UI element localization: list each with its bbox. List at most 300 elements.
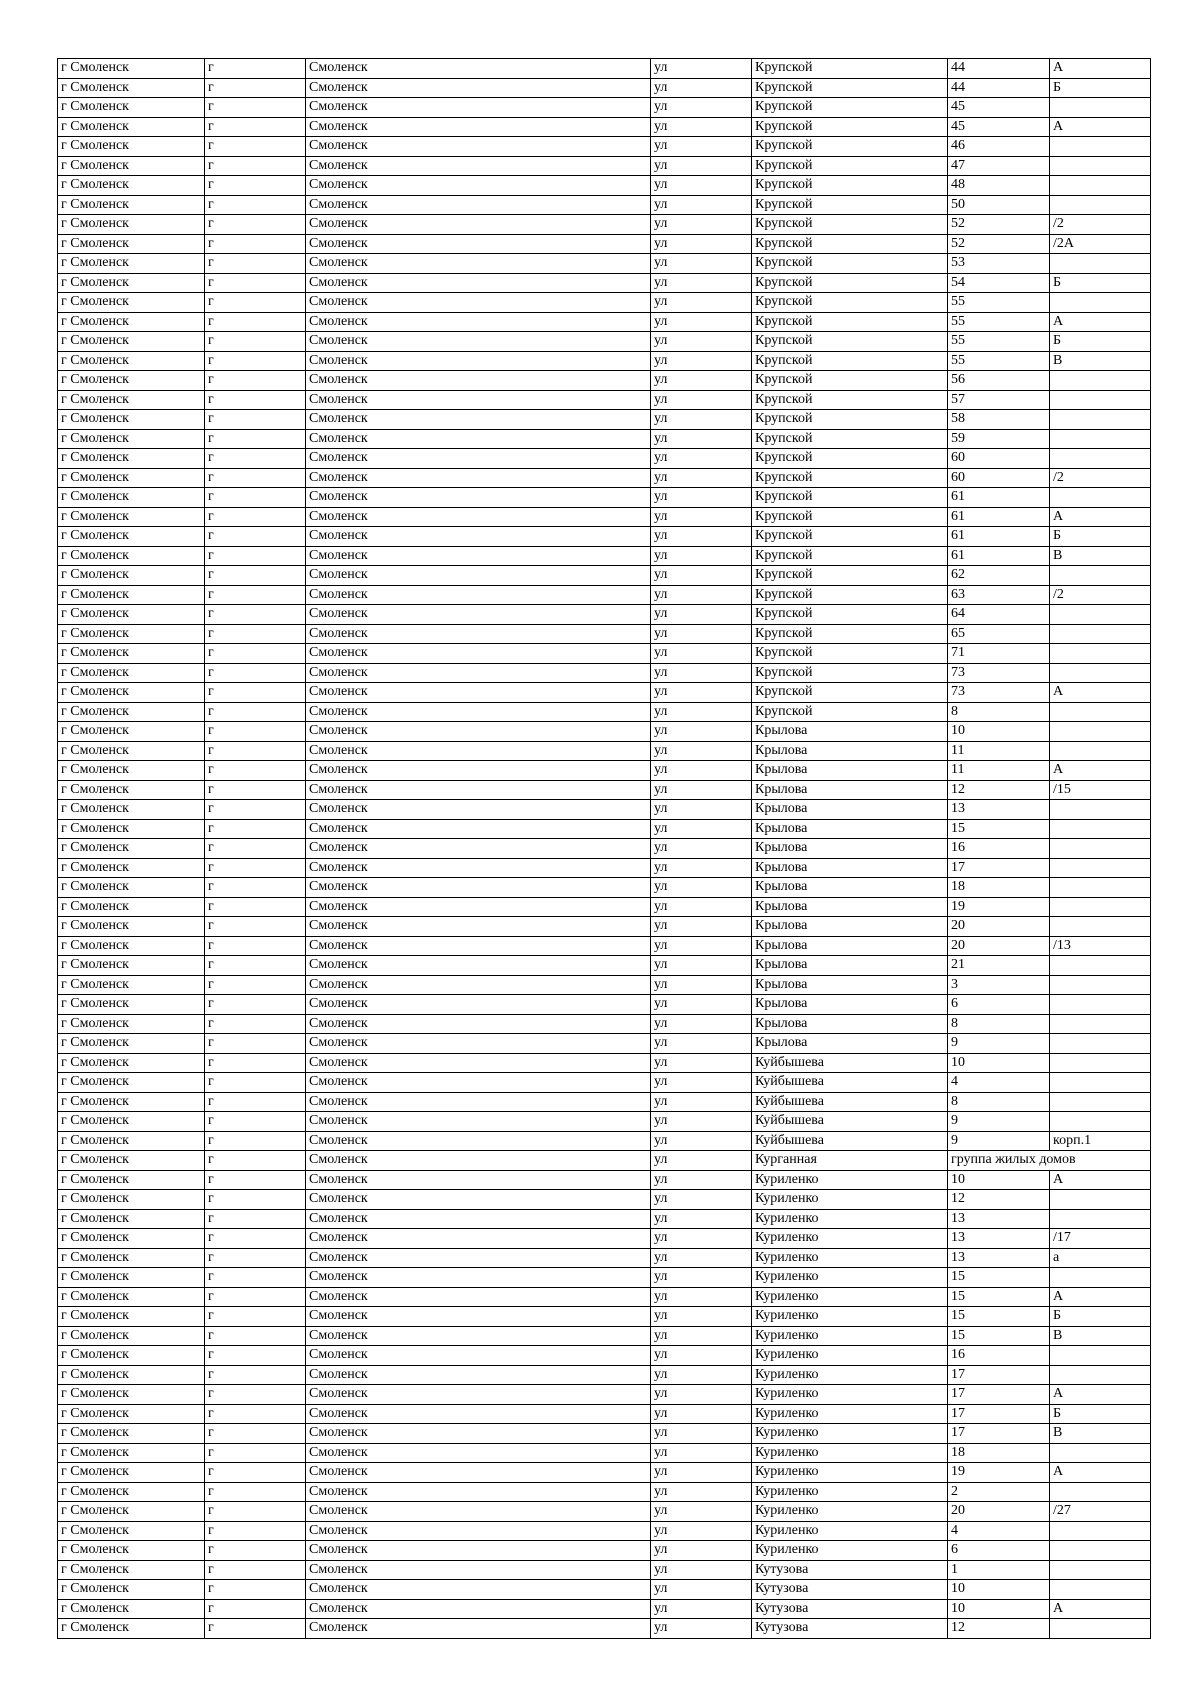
house-number-cell: 52	[948, 234, 1050, 254]
house-number-cell: 15	[948, 1287, 1050, 1307]
street-type-cell: ул	[651, 917, 752, 937]
city-full-cell: г Смоленск	[58, 663, 205, 683]
city-name-cell: Смоленск	[306, 527, 651, 547]
city-name-cell: Смоленск	[306, 390, 651, 410]
settlement-type-cell: г	[205, 1131, 306, 1151]
settlement-type-cell: г	[205, 956, 306, 976]
table-row	[58, 1131, 1151, 1151]
house-number-cell: 12	[948, 1619, 1050, 1639]
city-full-cell: г Смоленск	[58, 956, 205, 976]
city-name-cell: Смоленск	[306, 488, 651, 508]
house-number-cell: 12	[948, 1190, 1050, 1210]
street-type-cell: ул	[651, 98, 752, 118]
house-suffix-cell: /2	[1050, 215, 1151, 235]
city-full-cell: г Смоленск	[58, 878, 205, 898]
house-number-cell: 47	[948, 156, 1050, 176]
city-full-cell: г Смоленск	[58, 1521, 205, 1541]
settlement-type-cell: г	[205, 1346, 306, 1366]
street-type-cell: ул	[651, 839, 752, 859]
street-name-cell: Крупской	[752, 507, 948, 527]
house-suffix-cell	[1050, 1346, 1151, 1366]
house-suffix-cell	[1050, 663, 1151, 683]
street-name-cell: Крылова	[752, 897, 948, 917]
table-row	[58, 936, 1151, 956]
city-full-cell: г Смоленск	[58, 234, 205, 254]
street-name-cell: Куриленко	[752, 1307, 948, 1327]
house-number-cell: 17	[948, 1365, 1050, 1385]
table-row	[58, 819, 1151, 839]
house-suffix-cell: /17	[1050, 1229, 1151, 1249]
table-row	[58, 1541, 1151, 1561]
settlement-type-cell: г	[205, 98, 306, 118]
settlement-type-cell: г	[205, 1404, 306, 1424]
table-row	[58, 1560, 1151, 1580]
street-type-cell: ул	[651, 1463, 752, 1483]
street-type-cell: ул	[651, 273, 752, 293]
house-number-cell: 9	[948, 1131, 1050, 1151]
city-full-cell: г Смоленск	[58, 98, 205, 118]
settlement-type-cell: г	[205, 1463, 306, 1483]
house-number-cell: 46	[948, 137, 1050, 157]
settlement-type-cell: г	[205, 59, 306, 79]
house-number-cell: 55	[948, 332, 1050, 352]
street-name-cell: Куриленко	[752, 1268, 948, 1288]
street-name-cell: Крупской	[752, 546, 948, 566]
house-suffix-cell	[1050, 878, 1151, 898]
house-suffix-cell	[1050, 488, 1151, 508]
settlement-type-cell: г	[205, 449, 306, 469]
street-type-cell: ул	[651, 1112, 752, 1132]
table-row	[58, 1463, 1151, 1483]
house-number-cell: 8	[948, 1014, 1050, 1034]
table-row	[58, 585, 1151, 605]
house-number-cell: 15	[948, 1268, 1050, 1288]
street-name-cell: Крылова	[752, 819, 948, 839]
city-name-cell: Смоленск	[306, 800, 651, 820]
house-number-cell: 12	[948, 780, 1050, 800]
table-row	[58, 1502, 1151, 1522]
street-type-cell: ул	[651, 488, 752, 508]
house-number-cell: 8	[948, 1092, 1050, 1112]
street-type-cell: ул	[651, 546, 752, 566]
street-type-cell: ул	[651, 1034, 752, 1054]
city-name-cell: Смоленск	[306, 1502, 651, 1522]
table-row	[58, 702, 1151, 722]
city-name-cell: Смоленск	[306, 1307, 651, 1327]
table-row	[58, 683, 1151, 703]
city-name-cell: Смоленск	[306, 722, 651, 742]
settlement-type-cell: г	[205, 1424, 306, 1444]
settlement-type-cell: г	[205, 1209, 306, 1229]
house-suffix-cell	[1050, 995, 1151, 1015]
table-row	[58, 1307, 1151, 1327]
table-row	[58, 527, 1151, 547]
city-name-cell: Смоленск	[306, 293, 651, 313]
city-full-cell: г Смоленск	[58, 1365, 205, 1385]
city-full-cell: г Смоленск	[58, 1053, 205, 1073]
table-row	[58, 1365, 1151, 1385]
house-number-cell: 55	[948, 293, 1050, 313]
table-row	[58, 1209, 1151, 1229]
house-number-cell: группа жилых домов	[948, 1151, 1050, 1171]
settlement-type-cell: г	[205, 410, 306, 430]
street-name-cell: Кутузова	[752, 1599, 948, 1619]
address-table-body	[58, 59, 1151, 1639]
house-suffix-cell: /2	[1050, 468, 1151, 488]
street-name-cell: Куриленко	[752, 1463, 948, 1483]
house-suffix-cell: В	[1050, 351, 1151, 371]
street-type-cell: ул	[651, 449, 752, 469]
street-type-cell: ул	[651, 1599, 752, 1619]
city-full-cell: г Смоленск	[58, 1151, 205, 1171]
house-number-cell: 16	[948, 1346, 1050, 1366]
city-name-cell: Смоленск	[306, 1463, 651, 1483]
table-row	[58, 605, 1151, 625]
table-row	[58, 78, 1151, 98]
table-row	[58, 917, 1151, 937]
house-number-cell: 13	[948, 800, 1050, 820]
street-name-cell: Крылова	[752, 741, 948, 761]
street-type-cell: ул	[651, 351, 752, 371]
settlement-type-cell: г	[205, 137, 306, 157]
city-name-cell: Смоленск	[306, 1190, 651, 1210]
house-suffix-cell	[1050, 156, 1151, 176]
house-number-cell: 21	[948, 956, 1050, 976]
street-name-cell: Куйбышева	[752, 1073, 948, 1093]
street-name-cell: Крылова	[752, 1034, 948, 1054]
house-suffix-cell: А	[1050, 312, 1151, 332]
house-suffix-cell	[1050, 1034, 1151, 1054]
settlement-type-cell: г	[205, 1248, 306, 1268]
street-type-cell: ул	[651, 1248, 752, 1268]
street-name-cell: Крупской	[752, 332, 948, 352]
settlement-type-cell: г	[205, 722, 306, 742]
table-row	[58, 371, 1151, 391]
city-name-cell: Смоленск	[306, 1170, 651, 1190]
city-full-cell: г Смоленск	[58, 839, 205, 859]
table-row	[58, 722, 1151, 742]
city-full-cell: г Смоленск	[58, 1248, 205, 1268]
street-type-cell: ул	[651, 429, 752, 449]
house-number-cell: 6	[948, 1541, 1050, 1561]
table-row	[58, 156, 1151, 176]
table-row	[58, 429, 1151, 449]
street-type-cell: ул	[651, 585, 752, 605]
house-suffix-cell	[1050, 1190, 1151, 1210]
house-suffix-cell	[1050, 410, 1151, 430]
city-name-cell: Смоленск	[306, 956, 651, 976]
street-type-cell: ул	[651, 234, 752, 254]
house-suffix-cell: А	[1050, 1599, 1151, 1619]
table-row	[58, 1443, 1151, 1463]
street-name-cell: Куриленко	[752, 1541, 948, 1561]
street-name-cell: Крупской	[752, 624, 948, 644]
house-number-cell: 11	[948, 761, 1050, 781]
city-name-cell: Смоленск	[306, 663, 651, 683]
settlement-type-cell: г	[205, 195, 306, 215]
city-full-cell: г Смоленск	[58, 1112, 205, 1132]
settlement-type-cell: г	[205, 527, 306, 547]
city-name-cell: Смоленск	[306, 429, 651, 449]
table-row	[58, 332, 1151, 352]
table-row	[58, 1190, 1151, 1210]
city-name-cell: Смоленск	[306, 1014, 651, 1034]
settlement-type-cell: г	[205, 605, 306, 625]
settlement-type-cell: г	[205, 78, 306, 98]
city-full-cell: г Смоленск	[58, 761, 205, 781]
street-type-cell: ул	[651, 1326, 752, 1346]
city-full-cell: г Смоленск	[58, 176, 205, 196]
settlement-type-cell: г	[205, 839, 306, 859]
city-full-cell: г Смоленск	[58, 410, 205, 430]
settlement-type-cell: г	[205, 273, 306, 293]
street-name-cell: Крупской	[752, 254, 948, 274]
city-full-cell: г Смоленск	[58, 195, 205, 215]
street-type-cell: ул	[651, 527, 752, 547]
city-full-cell: г Смоленск	[58, 351, 205, 371]
table-row	[58, 839, 1151, 859]
house-suffix-cell	[1050, 1541, 1151, 1561]
table-row	[58, 59, 1151, 79]
street-name-cell: Куриленко	[752, 1346, 948, 1366]
settlement-type-cell: г	[205, 1229, 306, 1249]
city-name-cell: Смоленск	[306, 176, 651, 196]
street-name-cell: Крупской	[752, 78, 948, 98]
city-full-cell: г Смоленск	[58, 527, 205, 547]
city-name-cell: Смоленск	[306, 156, 651, 176]
street-type-cell: ул	[651, 1424, 752, 1444]
street-name-cell: Куриленко	[752, 1248, 948, 1268]
settlement-type-cell: г	[205, 683, 306, 703]
city-name-cell: Смоленск	[306, 995, 651, 1015]
city-name-cell: Смоленск	[306, 936, 651, 956]
street-name-cell: Крупской	[752, 117, 948, 137]
house-number-cell: 44	[948, 59, 1050, 79]
house-number-cell: 71	[948, 644, 1050, 664]
city-name-cell: Смоленск	[306, 117, 651, 137]
house-suffix-cell	[1050, 702, 1151, 722]
house-suffix-cell: Б	[1050, 332, 1151, 352]
city-full-cell: г Смоленск	[58, 1560, 205, 1580]
street-type-cell: ул	[651, 878, 752, 898]
settlement-type-cell: г	[205, 917, 306, 937]
street-type-cell: ул	[651, 59, 752, 79]
city-full-cell: г Смоленск	[58, 78, 205, 98]
house-suffix-cell	[1050, 1268, 1151, 1288]
street-name-cell: Кутузова	[752, 1619, 948, 1639]
house-suffix-cell	[1050, 254, 1151, 274]
city-name-cell: Смоленск	[306, 605, 651, 625]
city-name-cell: Смоленск	[306, 761, 651, 781]
settlement-type-cell: г	[205, 936, 306, 956]
street-name-cell: Крупской	[752, 605, 948, 625]
table-row	[58, 1053, 1151, 1073]
city-full-cell: г Смоленск	[58, 1443, 205, 1463]
settlement-type-cell: г	[205, 1326, 306, 1346]
street-type-cell: ул	[651, 1365, 752, 1385]
settlement-type-cell: г	[205, 1287, 306, 1307]
house-number-cell: 48	[948, 176, 1050, 196]
street-name-cell: Куриленко	[752, 1365, 948, 1385]
table-row	[58, 195, 1151, 215]
house-number-cell: 10	[948, 1580, 1050, 1600]
house-suffix-cell: Б	[1050, 1404, 1151, 1424]
table-row	[58, 546, 1151, 566]
city-full-cell: г Смоленск	[58, 995, 205, 1015]
house-suffix-cell	[1050, 98, 1151, 118]
house-suffix-cell	[1050, 1560, 1151, 1580]
settlement-type-cell: г	[205, 429, 306, 449]
street-name-cell: Куриленко	[752, 1170, 948, 1190]
house-number-cell: 2	[948, 1482, 1050, 1502]
city-full-cell: г Смоленск	[58, 371, 205, 391]
table-row	[58, 273, 1151, 293]
city-name-cell: Смоленск	[306, 1385, 651, 1405]
house-suffix-cell: а	[1050, 1248, 1151, 1268]
table-row	[58, 215, 1151, 235]
table-row	[58, 1170, 1151, 1190]
city-name-cell: Смоленск	[306, 215, 651, 235]
settlement-type-cell: г	[205, 176, 306, 196]
house-suffix-cell	[1050, 390, 1151, 410]
city-name-cell: Смоленск	[306, 780, 651, 800]
house-number-cell: 19	[948, 897, 1050, 917]
street-type-cell: ул	[651, 312, 752, 332]
street-type-cell: ул	[651, 1619, 752, 1639]
city-full-cell: г Смоленск	[58, 1463, 205, 1483]
table-row	[58, 1268, 1151, 1288]
city-name-cell: Смоленск	[306, 702, 651, 722]
city-full-cell: г Смоленск	[58, 507, 205, 527]
house-suffix-cell	[1050, 566, 1151, 586]
settlement-type-cell: г	[205, 819, 306, 839]
house-number-cell: 65	[948, 624, 1050, 644]
street-type-cell: ул	[651, 800, 752, 820]
city-name-cell: Смоленск	[306, 1073, 651, 1093]
house-number-cell: 61	[948, 546, 1050, 566]
house-suffix-cell: Б	[1050, 273, 1151, 293]
table-row	[58, 1034, 1151, 1054]
street-name-cell: Крупской	[752, 468, 948, 488]
table-row	[58, 351, 1151, 371]
settlement-type-cell: г	[205, 800, 306, 820]
settlement-type-cell: г	[205, 468, 306, 488]
city-name-cell: Смоленск	[306, 351, 651, 371]
settlement-type-cell: г	[205, 1580, 306, 1600]
settlement-type-cell: г	[205, 1560, 306, 1580]
house-suffix-cell: /2А	[1050, 234, 1151, 254]
city-full-cell: г Смоленск	[58, 215, 205, 235]
house-suffix-cell	[1050, 1521, 1151, 1541]
house-suffix-cell: /2	[1050, 585, 1151, 605]
street-name-cell: Крылова	[752, 800, 948, 820]
table-row	[58, 1248, 1151, 1268]
city-name-cell: Смоленск	[306, 1580, 651, 1600]
table-row	[58, 312, 1151, 332]
street-name-cell: Крупской	[752, 273, 948, 293]
table-row	[58, 1482, 1151, 1502]
city-full-cell: г Смоленск	[58, 1599, 205, 1619]
house-suffix-cell	[1050, 429, 1151, 449]
street-name-cell: Крылова	[752, 858, 948, 878]
house-number-cell: 17	[948, 858, 1050, 878]
street-type-cell: ул	[651, 1560, 752, 1580]
street-type-cell: ул	[651, 1014, 752, 1034]
city-name-cell: Смоленск	[306, 1287, 651, 1307]
settlement-type-cell: г	[205, 1053, 306, 1073]
street-type-cell: ул	[651, 761, 752, 781]
street-type-cell: ул	[651, 1151, 752, 1171]
street-type-cell: ул	[651, 644, 752, 664]
table-row	[58, 975, 1151, 995]
street-name-cell: Крылова	[752, 917, 948, 937]
city-name-cell: Смоленск	[306, 1053, 651, 1073]
city-name-cell: Смоленск	[306, 254, 651, 274]
street-type-cell: ул	[651, 605, 752, 625]
city-full-cell: г Смоленск	[58, 1014, 205, 1034]
house-number-cell: 15	[948, 819, 1050, 839]
city-full-cell: г Смоленск	[58, 800, 205, 820]
house-number-cell: 55	[948, 312, 1050, 332]
street-name-cell: Куриленко	[752, 1326, 948, 1346]
street-type-cell: ул	[651, 1443, 752, 1463]
street-type-cell: ул	[651, 293, 752, 313]
city-name-cell: Смоленск	[306, 312, 651, 332]
house-number-cell: 9	[948, 1034, 1050, 1054]
settlement-type-cell: г	[205, 351, 306, 371]
city-name-cell: Смоленск	[306, 566, 651, 586]
house-suffix-cell	[1050, 195, 1151, 215]
city-full-cell: г Смоленск	[58, 429, 205, 449]
house-number-cell: 17	[948, 1404, 1050, 1424]
city-name-cell: Смоленск	[306, 897, 651, 917]
city-full-cell: г Смоленск	[58, 1073, 205, 1093]
street-type-cell: ул	[651, 956, 752, 976]
city-name-cell: Смоленск	[306, 273, 651, 293]
street-name-cell: Крупской	[752, 195, 948, 215]
street-type-cell: ул	[651, 1209, 752, 1229]
street-type-cell: ул	[651, 156, 752, 176]
house-number-cell: 53	[948, 254, 1050, 274]
street-type-cell: ул	[651, 975, 752, 995]
city-name-cell: Смоленск	[306, 644, 651, 664]
street-name-cell: Крупской	[752, 410, 948, 430]
city-name-cell: Смоленск	[306, 1268, 651, 1288]
street-name-cell: Крупской	[752, 215, 948, 235]
table-row	[58, 663, 1151, 683]
street-type-cell: ул	[651, 722, 752, 742]
city-full-cell: г Смоленск	[58, 722, 205, 742]
table-row	[58, 761, 1151, 781]
city-name-cell: Смоленск	[306, 1560, 651, 1580]
street-name-cell: Крупской	[752, 98, 948, 118]
settlement-type-cell: г	[205, 663, 306, 683]
table-row	[58, 1092, 1151, 1112]
table-row	[58, 858, 1151, 878]
settlement-type-cell: г	[205, 1443, 306, 1463]
settlement-type-cell: г	[205, 1034, 306, 1054]
settlement-type-cell: г	[205, 1073, 306, 1093]
street-type-cell: ул	[651, 819, 752, 839]
city-full-cell: г Смоленск	[58, 624, 205, 644]
city-name-cell: Смоленск	[306, 1209, 651, 1229]
street-type-cell: ул	[651, 566, 752, 586]
house-suffix-cell: В	[1050, 546, 1151, 566]
city-full-cell: г Смоленск	[58, 59, 205, 79]
street-name-cell: Крупской	[752, 702, 948, 722]
street-type-cell: ул	[651, 390, 752, 410]
street-type-cell: ул	[651, 507, 752, 527]
